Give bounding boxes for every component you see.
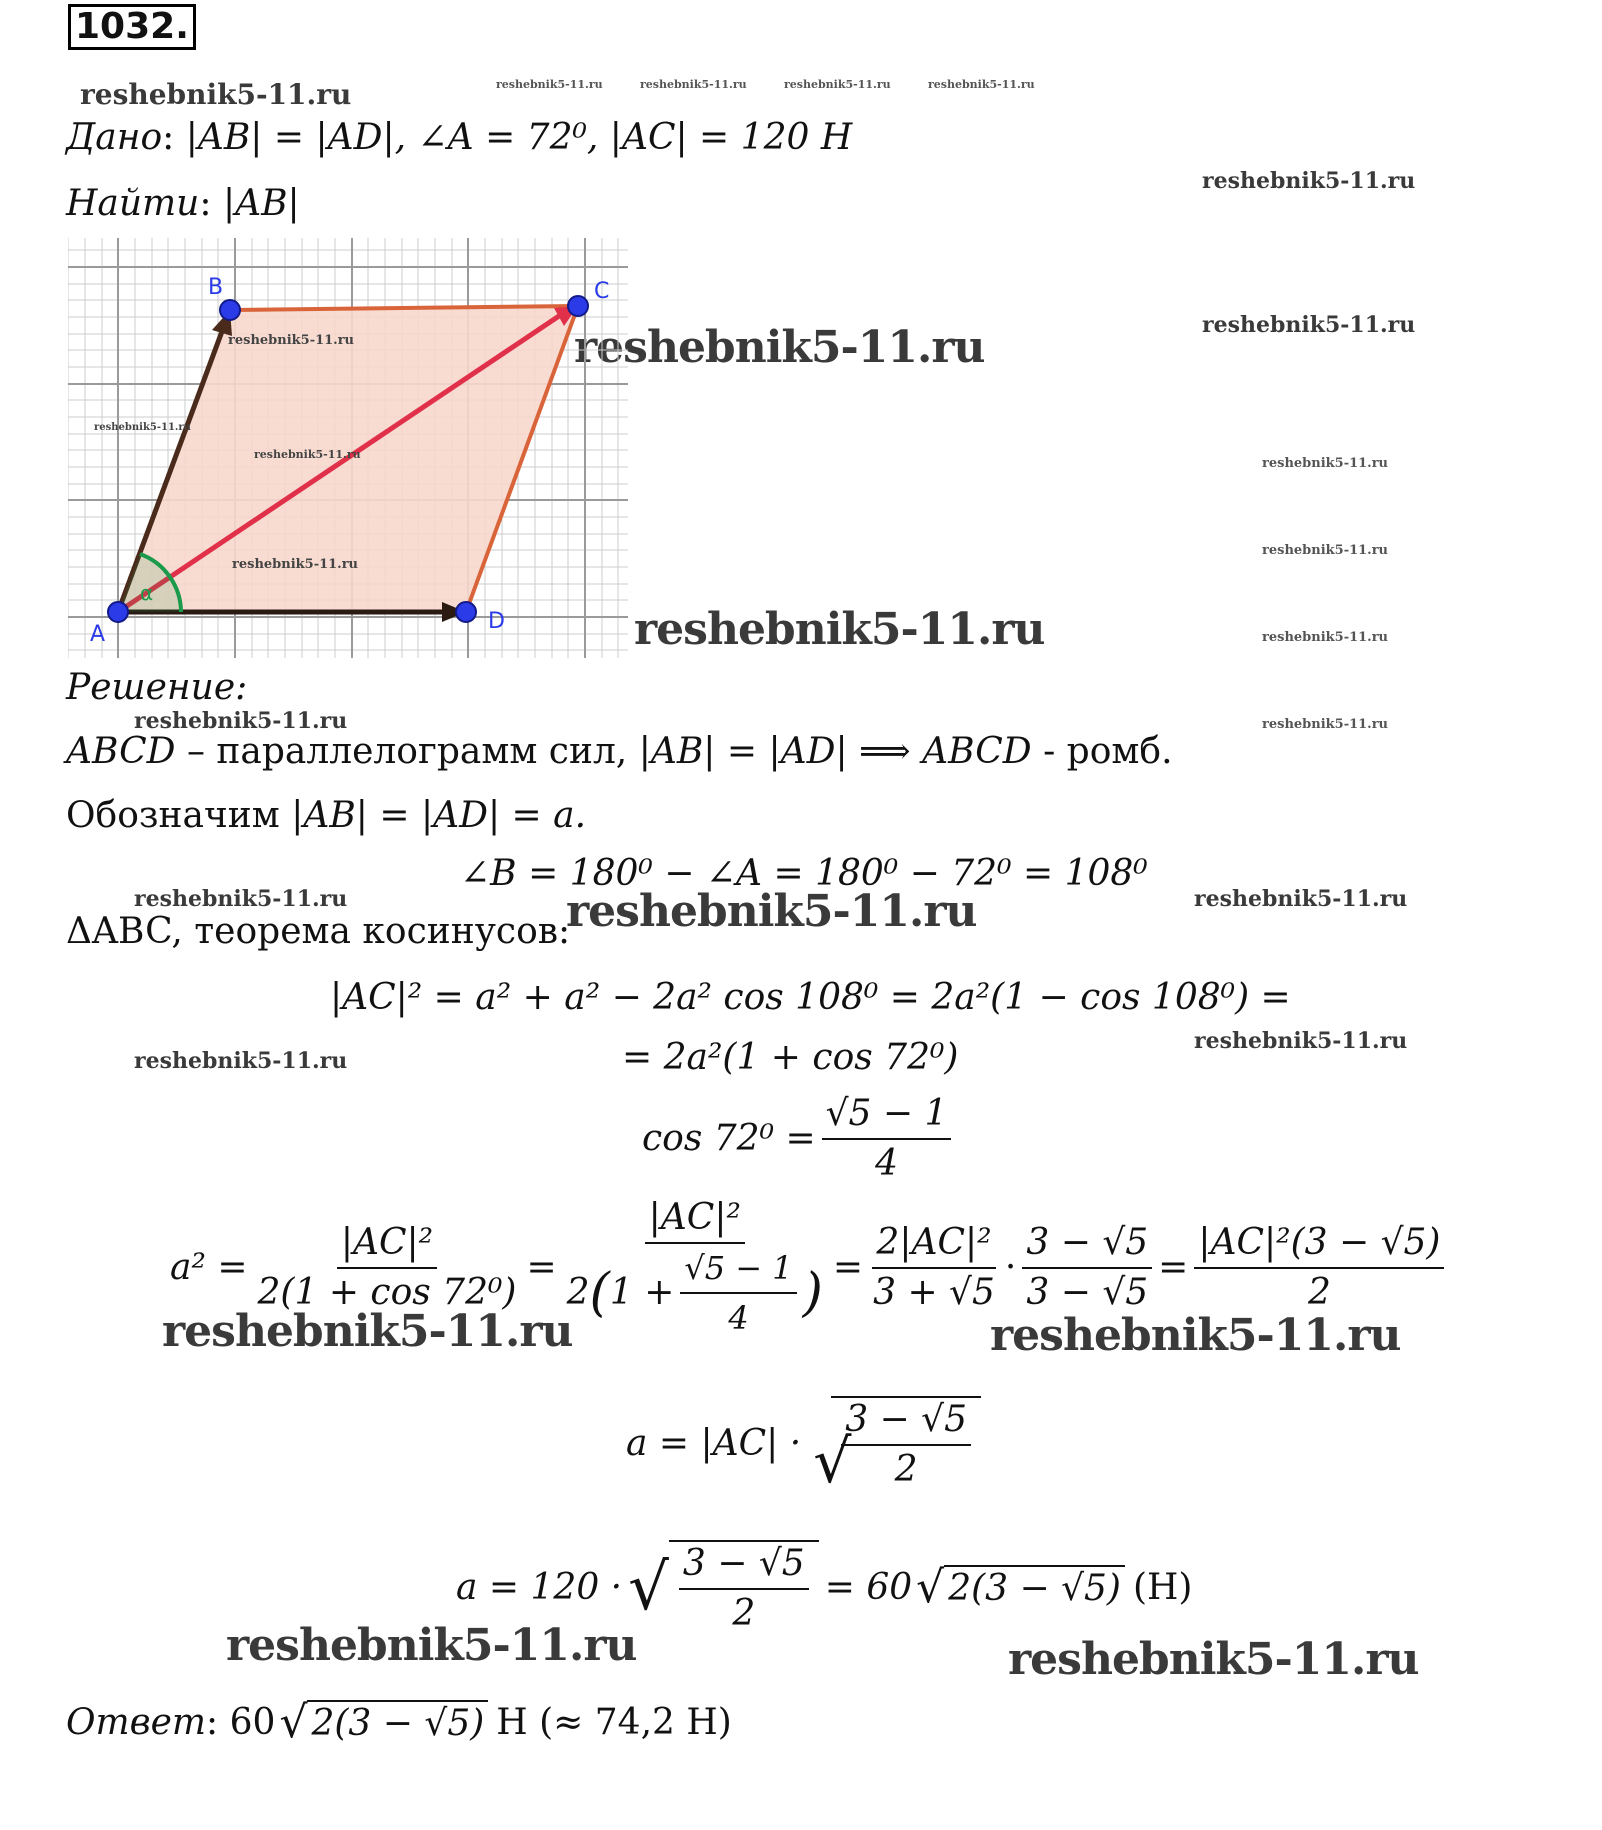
text-parallelogram: – параллелограмм сил, [175, 731, 639, 772]
a-val-eq: = 60 [824, 1567, 913, 1608]
watermark: reshebnik5-11.ru [1008, 1634, 1419, 1685]
watermark: reshebnik5-11.ru [134, 886, 348, 912]
cos72-formula [642, 1092, 957, 1186]
text-denote: Обозначим [66, 795, 292, 836]
watermark: reshebnik5-11.ru [1262, 630, 1389, 645]
a2-f2-inner-den: 4 [728, 1299, 749, 1337]
a-value-formula: a = 120 · √ $\frac{3 - √5}{2}$ = 60 √ 2(3 − √5) (Н) [456, 1540, 1192, 1636]
point-c [568, 296, 588, 316]
a-val-lhs: a = 120 · [456, 1567, 623, 1608]
watermark: reshebnik5-11.ru [162, 1306, 573, 1357]
watermark: reshebnik5-11.ru [990, 1310, 1401, 1361]
point-b [220, 300, 240, 320]
a2-f2-num: |AC|² [645, 1196, 745, 1244]
watermark: reshebnik5-11.ru [1262, 456, 1389, 471]
a-lhs: a = |AC| · [626, 1423, 802, 1464]
a2-f5-num: |AC|²(3 − √5) [1194, 1221, 1444, 1269]
problem-number: 1032. [68, 4, 196, 50]
answer-coef: 60 [229, 1702, 276, 1743]
a2-lhs: a² = [170, 1247, 248, 1288]
figure-watermark: reshebnik5-11.ru [228, 333, 355, 348]
a2-f2-den: 2 ( 1 + $\frac{√5 - 1}{4}$ ) [563, 1244, 827, 1340]
watermark: reshebnik5-11.ru [784, 78, 891, 91]
find-text: |AB| [222, 183, 300, 224]
solution-label: Решение: [66, 667, 248, 708]
watermark: reshebnik5-11.ru [566, 886, 977, 937]
point-d [456, 602, 476, 622]
a-val-num: 3 − √5 [679, 1542, 809, 1590]
a-sqrt-num: 3 − √5 [841, 1398, 971, 1446]
watermark: reshebnik5-11.ru [634, 604, 1045, 655]
a-val-den: 2 [732, 1593, 756, 1634]
watermark: reshebnik5-11.ru [134, 1048, 348, 1074]
implies: ⟹ [847, 731, 923, 772]
answer-label: Ответ [66, 1702, 207, 1743]
point-a [108, 602, 128, 622]
abcd-2: ABCD [922, 731, 1032, 772]
given-text: |AB| = |AD|, ∠A = 72⁰, |AC| = 120 Н [185, 117, 853, 158]
watermark: reshebnik5-11.ru [134, 708, 348, 734]
solution-line-1 [66, 730, 1173, 774]
cos72-numerator: √5 − 1 [822, 1092, 952, 1140]
parallelogram-figure [68, 238, 632, 658]
given-line: Дано: |AB| = |AD|, ∠A = 72⁰, |AC| = 120 Н [66, 117, 853, 158]
text-rhombus: - ромб. [1031, 731, 1173, 772]
find-label: Найти [66, 183, 200, 224]
denote-formula: |AB| = |AD| = a. [291, 795, 587, 836]
watermark: reshebnik5-11.ru [1194, 886, 1408, 912]
watermark: reshebnik5-11.ru [1202, 312, 1416, 338]
given-label: Дано [66, 117, 163, 158]
watermark: reshebnik5-11.ru [574, 322, 985, 373]
a-val-rad: 2(3 − √5) [944, 1565, 1125, 1611]
a-squared-formula: a² = $\frac{\text{|AC|²}}{\text{2(1 + cos 72⁰)}}$ = |AC|² 2 ( 1 + $\frac{√5 - 1}{4}$ ) = $\frac{\text{2|AC|²}}{3 + √5}$ · $\frac{3 - √5}{3 - √5}$ = $\frac{\text{|AC|²(3 − √5)}}{2}$ [170, 1196, 1450, 1340]
a2-f2-inner-num: √5 − 1 [680, 1246, 796, 1294]
label-d: D [488, 609, 505, 634]
watermark: reshebnik5-11.ru [1194, 1028, 1408, 1054]
a2-f1-num: |AC|² [337, 1221, 437, 1269]
figure-watermark: reshebnik5-11.ru [94, 422, 191, 433]
answer-unit: Н (≈ 74,2 Н) [496, 1702, 732, 1743]
find-line: Найти: |AB| [66, 183, 300, 224]
label-a: A [90, 622, 106, 647]
figure-watermark: reshebnik5-11.ru [254, 448, 361, 461]
watermark: reshebnik5-11.ru [1202, 168, 1416, 194]
a-val-unit: (Н) [1132, 1567, 1193, 1608]
watermark: reshebnik5-11.ru [226, 1620, 637, 1671]
cos72-lhs: cos 72⁰ = [642, 1118, 816, 1159]
cos-law-line-1: |AC|² = a² + a² − 2a² cos 108⁰ = 2a²(1 − cos 108⁰) = [330, 977, 1291, 1018]
a-formula [626, 1396, 981, 1492]
a2-f5-den: 2 [1307, 1272, 1331, 1313]
solution-line-2 [66, 794, 586, 838]
a-sqrt-den: 2 [894, 1449, 918, 1490]
angle-label: α [140, 581, 154, 605]
label-b: B [208, 275, 224, 300]
ab-eq-ad: |AB| = |AD| [638, 731, 848, 772]
abcd-1: ABCD [66, 731, 176, 772]
watermark: reshebnik5-11.ru [1262, 543, 1389, 558]
a2-f4-num: 3 − √5 [1022, 1221, 1152, 1269]
watermark: reshebnik5-11.ru [1262, 717, 1389, 732]
angle-b-formula: ∠B = 180⁰ − ∠A = 180⁰ − 72⁰ = 108⁰ [460, 853, 1148, 894]
watermark: reshebnik5-11.ru [496, 78, 603, 91]
a2-f3-den: 3 + √5 [873, 1272, 995, 1313]
answer-radicand: 2(3 − √5) [307, 1700, 488, 1746]
a2-f4-den: 3 − √5 [1026, 1272, 1149, 1313]
watermark: reshebnik5-11.ru [928, 78, 1035, 91]
label-c: C [594, 279, 610, 304]
answer-line: Ответ : 60 √ 2(3 − √5) Н (≈ 74,2 Н) [66, 1697, 732, 1748]
watermark: reshebnik5-11.ru [80, 78, 352, 111]
a2-f1-den: 2(1 + cos 72⁰) [257, 1272, 517, 1313]
cos72-denominator: 4 [875, 1143, 898, 1184]
figure-watermark: reshebnik5-11.ru [232, 557, 359, 572]
cos-law-line-2: = 2a²(1 + cos 72⁰) [622, 1037, 959, 1078]
a2-f3-num: 2|AC|² [872, 1221, 995, 1269]
watermark: reshebnik5-11.ru [640, 78, 747, 91]
triangle-line: ΔABC, теорема косинусов: [66, 911, 571, 952]
